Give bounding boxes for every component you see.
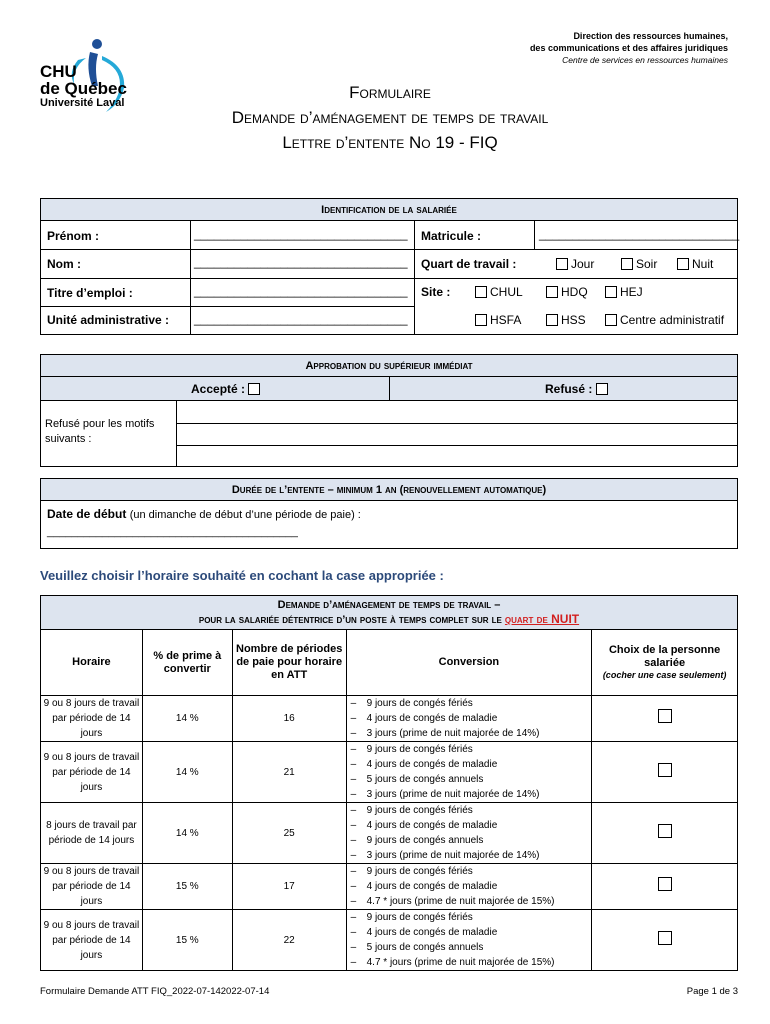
conversion-cell — [346, 864, 592, 910]
prime-cell: 14 % — [142, 803, 232, 864]
conversion-item: – 9 jours de congés annuels — [351, 833, 592, 848]
titre-emploi-label: Titre d’emploi : — [47, 286, 133, 300]
prime-cell: 15 % — [142, 910, 232, 971]
motifs-label: Refusé pour les motifs suivants : — [45, 418, 155, 445]
quart-label: Quart de travail : — [421, 257, 517, 271]
conversion-item: – 4.7 * jours (prime de nuit majorée de 15%) — [351, 894, 592, 909]
identification-section — [40, 198, 738, 335]
conversion-item: – 9 jours de congés fériés — [351, 864, 592, 879]
periodes-cell: 21 — [232, 742, 346, 803]
nom-field[interactable]: ________________________________ — [194, 255, 408, 269]
approbation-section — [40, 354, 738, 467]
periodes-cell: 17 — [232, 864, 346, 910]
prenom-field[interactable]: ________________________________ — [194, 227, 408, 241]
prime-cell: 14 % — [142, 696, 232, 742]
dept-line-3: Centre de services en ressources humaines — [562, 55, 728, 65]
col-periodes: Nombre de périodes de paie pour horaire en ATT — [232, 630, 346, 696]
schedule-title: Demande d’aménagement de temps de travail – pour la salariée détentrice d’un poste à temps complet sur le quart de NUIT — [41, 596, 738, 630]
logo-text — [40, 63, 127, 110]
page-number: Page 1 de 3 — [686, 986, 738, 997]
conversion-item: – 9 jours de congés fériés — [351, 910, 592, 925]
logo-line-2: de Québec — [40, 79, 127, 98]
periodes-cell: 16 — [232, 696, 346, 742]
schedule-row — [41, 803, 738, 864]
conversion-cell — [346, 742, 592, 803]
quart-soir-checkbox[interactable]: Soir — [621, 257, 657, 271]
date-debut-label: Date de début (un dimanche de début d’une période de paie) : — [47, 507, 361, 521]
conversion-cell — [346, 803, 592, 864]
site-hdq-checkbox[interactable]: HDQ — [546, 285, 588, 299]
instruction-text: Veuillez choisir l’horaire souhaité en cochant la case appropriée : — [40, 568, 444, 583]
quart-nuit-highlight: quart de NUIT — [504, 612, 580, 626]
choix-cell — [592, 803, 738, 864]
conversion-item: – 4 jours de congés de maladie — [351, 818, 592, 833]
nom-label: Nom : — [47, 257, 81, 271]
site-hej-checkbox[interactable]: HEJ — [605, 285, 643, 299]
prime-cell: 15 % — [142, 864, 232, 910]
prenom-label: Prénom : — [47, 229, 100, 243]
approbation-heading: Approbation du supérieur immédiat — [41, 355, 737, 377]
site-chul-checkbox[interactable]: CHUL — [475, 285, 523, 299]
horaire-cell: 9 ou 8 jours de travail par période de 14 jours — [41, 742, 143, 803]
periodes-cell: 25 — [232, 803, 346, 864]
schedule-table — [40, 595, 738, 971]
choix-cell — [592, 742, 738, 803]
schedule-row — [41, 864, 738, 910]
conversion-item: – 5 jours de congés annuels — [351, 940, 592, 955]
choix-cell — [592, 696, 738, 742]
schedule-row — [41, 742, 738, 803]
conversion-item: – 9 jours de congés fériés — [351, 696, 592, 711]
quart-nuit-checkbox[interactable]: Nuit — [677, 257, 713, 271]
matricule-label: Matricule : — [421, 229, 482, 243]
site-centre-admin-checkbox[interactable]: Centre administratif — [605, 313, 724, 327]
col-choix: Choix de la personne salariée (cocher une case seulement) — [592, 630, 738, 696]
schedule-row — [41, 910, 738, 971]
duree-section — [40, 478, 738, 549]
conversion-item: – 5 jours de congés annuels — [351, 772, 592, 787]
conversion-item: – 4 jours de congés de maladie — [351, 879, 592, 894]
conversion-item: – 3 jours (prime de nuit majorée de 14%) — [351, 726, 592, 741]
titre-emploi-field[interactable]: ________________________________ — [194, 284, 408, 298]
horaire-cell: 9 ou 8 jours de travail par période de 14 jours — [41, 696, 143, 742]
unite-field[interactable]: ________________________________ — [194, 312, 408, 326]
footer-left: Formulaire Demande ATT FIQ_2022-07-142022-07-14 — [40, 986, 270, 997]
identification-heading: Identification de la salariée — [41, 199, 737, 221]
conversion-item: – 9 jours de congés fériés — [351, 742, 592, 757]
col-prime: % de prime à convertir — [142, 630, 232, 696]
site-hsfa-checkbox[interactable]: HSFA — [475, 313, 521, 327]
prime-cell: 14 % — [142, 742, 232, 803]
conversion-item: – 3 jours (prime de nuit majorée de 14%) — [351, 787, 592, 802]
conversion-item: – 4.7 * jours (prime de nuit majorée de 15%) — [351, 955, 592, 970]
logo-line-3: Université Laval — [40, 97, 125, 109]
conversion-item: – 9 jours de congés fériés — [351, 803, 592, 818]
conversion-item: – 4 jours de congés de maladie — [351, 711, 592, 726]
choix-cell — [592, 864, 738, 910]
title-line-1: Formulaire — [349, 83, 431, 102]
choix-checkbox[interactable] — [658, 824, 672, 838]
periodes-cell: 22 — [232, 910, 346, 971]
matricule-field[interactable]: ______________________________ — [539, 227, 740, 241]
choix-checkbox[interactable] — [658, 877, 672, 891]
accepte-checkbox[interactable]: Accepté : — [191, 382, 263, 396]
refuse-checkbox[interactable]: Refusé : — [545, 382, 611, 396]
choix-cell — [592, 910, 738, 971]
horaire-cell: 9 ou 8 jours de travail par période de 14 jours — [41, 864, 143, 910]
logo-line-1: CHU — [40, 62, 77, 81]
conversion-item: – 4 jours de congés de maladie — [351, 757, 592, 772]
horaire-cell: 8 jours de travail par période de 14 jours — [41, 803, 143, 864]
title-line-2: Demande d’aménagement de temps de travail — [231, 108, 549, 127]
choix-checkbox[interactable] — [658, 763, 672, 777]
site-hss-checkbox[interactable]: HSS — [546, 313, 586, 327]
dept-line-2: des communications et des affaires juridiques — [529, 43, 728, 53]
title-line-3: Lettre d’entente No 19 - FIQ — [282, 133, 498, 152]
dept-line-1: Direction des ressources humaines, — [573, 31, 728, 41]
conversion-item: – 4 jours de congés de maladie — [351, 925, 592, 940]
conversion-item: – 3 jours (prime de nuit majorée de 14%) — [351, 848, 592, 863]
col-conversion: Conversion — [346, 630, 592, 696]
choix-checkbox[interactable] — [658, 931, 672, 945]
conversion-cell — [346, 696, 592, 742]
date-debut-field[interactable]: _________________________________________ — [47, 526, 298, 538]
quart-jour-checkbox[interactable]: Jour — [556, 257, 594, 271]
schedule-row — [41, 696, 738, 742]
col-horaire: Horaire — [41, 630, 143, 696]
form-title — [160, 80, 620, 155]
choix-checkbox[interactable] — [658, 709, 672, 723]
duree-heading: Durée de l’entente – minimum 1 an (renouvellement automatique) — [41, 479, 737, 501]
department-header — [530, 30, 728, 66]
conversion-cell — [346, 910, 592, 971]
unite-label: Unité administrative : — [47, 313, 170, 327]
site-label: Site : — [421, 285, 451, 299]
horaire-cell: 9 ou 8 jours de travail par période de 14 jours — [41, 910, 143, 971]
